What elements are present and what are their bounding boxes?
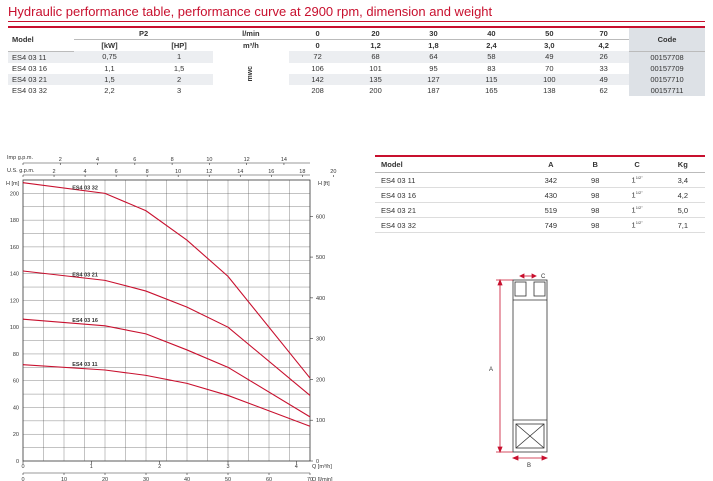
top-axis-us-tick-label: 12 xyxy=(206,169,213,175)
bottom-axis-m3h-tick-label: 4 xyxy=(294,464,298,470)
dim-cell-c xyxy=(614,188,661,203)
dim-c-fraction: 1/2" xyxy=(635,175,643,181)
top-axis-us-tick-label: 4 xyxy=(83,169,87,175)
dim-cell-a: 342 xyxy=(525,173,577,188)
dim-cell-kg: 5,0 xyxy=(661,203,705,218)
perf-header-p2: P2 xyxy=(74,27,213,40)
dim-cell-b: 98 xyxy=(577,203,614,218)
performance-table xyxy=(8,26,705,96)
perf-cell-head: 83 xyxy=(487,63,496,73)
bottom-axis-lmin-tick-label: 50 xyxy=(224,477,232,481)
curve-label: ES4 03 32 xyxy=(72,185,98,192)
perf-cell-head: 208 xyxy=(311,85,324,95)
perf-cell-head: 106 xyxy=(311,63,324,73)
dim-cell-b: 98 xyxy=(577,173,614,188)
perf-header-flow-m3h: 1,2 xyxy=(370,41,381,50)
right-tick-label: 400 xyxy=(316,295,326,302)
perf-header-m3h: m³/h xyxy=(242,41,259,50)
top-axis-us-tick-label: 16 xyxy=(268,169,275,175)
perf-cell-model: ES4 03 16 xyxy=(12,63,48,73)
perf-cell-code: 00157708 xyxy=(629,51,705,63)
perf-cell-head: 187 xyxy=(427,85,440,95)
left-tick-label: 140 xyxy=(9,271,19,278)
perf-cell-kw: 0,75 xyxy=(74,51,145,63)
right-tick-label: 0 xyxy=(316,459,320,465)
top-axis-imp-tick-label: 2 xyxy=(58,157,62,163)
dim-cell-a: 430 xyxy=(525,188,577,203)
bottom-axis-lmin-tick-label: 0 xyxy=(21,477,25,481)
dimension-lines xyxy=(496,274,547,460)
top-axis-imp-label: Imp g.p.m. xyxy=(7,155,33,161)
bottom-axis-m3h-tick-label: 1 xyxy=(89,464,93,470)
perf-header-flow-lmin: 70 xyxy=(578,27,629,40)
dim-header-c: C xyxy=(614,156,661,173)
dim-c-fraction: 1/2" xyxy=(635,205,643,211)
left-tick-label: 200 xyxy=(9,191,19,198)
perf-cell-head: 135 xyxy=(347,74,405,85)
top-axis-us-tick-label: 8 xyxy=(145,169,149,175)
perf-header-flow-m3h: 1,8 xyxy=(428,41,439,50)
dim-header-a: A xyxy=(525,156,577,173)
dim-cell-model: ES4 03 11 xyxy=(375,173,525,188)
chart-grid xyxy=(23,180,310,461)
perf-cell-model: ES4 03 32 xyxy=(12,85,48,95)
perf-cell-head: 49 xyxy=(520,51,578,63)
perf-cell-head: 68 xyxy=(347,51,405,63)
left-tick-label: 20 xyxy=(12,432,19,439)
perf-cell-head: 72 xyxy=(289,51,347,63)
perf-header-hp: [HP] xyxy=(171,41,187,50)
curve-label: ES4 03 11 xyxy=(72,362,98,369)
bottom-axis-m3h-tick-label: 3 xyxy=(226,464,230,470)
dim-header-kg: Kg xyxy=(661,156,705,173)
top-axis-imp-tick-label: 10 xyxy=(206,157,213,163)
top-axis-imp-tick-label: 4 xyxy=(96,157,100,163)
dimension-table xyxy=(375,155,705,233)
dim-c-value: 1 xyxy=(631,190,636,200)
bottom-axis-lmin-tick-label: 40 xyxy=(183,477,191,481)
left-tick-label: 40 xyxy=(12,405,19,412)
table-row xyxy=(375,203,705,218)
dim-cell-model: ES4 03 32 xyxy=(375,218,525,233)
top-axis-us-tick-label: 6 xyxy=(114,169,118,175)
dim-c-value: 1 xyxy=(631,220,636,230)
perf-header-flow-lmin: 0 xyxy=(289,27,347,40)
left-tick-label: 100 xyxy=(9,325,19,332)
right-tick-label: 300 xyxy=(316,336,326,343)
perf-cell-head: 58 xyxy=(462,51,520,63)
perf-cell-head: 33 xyxy=(599,63,608,73)
perf-header-model: Model xyxy=(8,27,74,51)
perf-cell-model: ES4 03 21 xyxy=(8,74,74,85)
perf-cell-head: 142 xyxy=(289,74,347,85)
pump-outline xyxy=(513,280,547,452)
bottom-axis-lmin-tick-label: 10 xyxy=(60,477,68,481)
table-row xyxy=(375,173,705,188)
perf-cell-hp: 2 xyxy=(145,74,213,85)
left-tick-label: 60 xyxy=(12,378,19,385)
perf-header-flow-m3h: 3,0 xyxy=(544,41,555,50)
perf-cell-head: 62 xyxy=(599,85,608,95)
title-rule xyxy=(8,21,705,22)
curve-label: ES4 03 21 xyxy=(72,272,98,279)
pump-dimension-drawing xyxy=(480,268,560,468)
perf-cell-head: 95 xyxy=(429,63,438,73)
dim-cell-kg: 4,2 xyxy=(661,188,705,203)
perf-header-flow-m3h: 0 xyxy=(315,41,320,50)
bottom-axis-lmin-tick-label: 70 xyxy=(306,477,314,481)
perf-header-flow-lmin: 20 xyxy=(347,27,405,40)
perf-cell-head: 100 xyxy=(520,74,578,85)
top-axis-us-tick-label: 20 xyxy=(330,169,337,175)
perf-header-flow-m3h: 4,2 xyxy=(598,41,609,50)
perf-cell-head: 165 xyxy=(485,85,498,95)
table-row xyxy=(8,63,705,74)
perf-header-lmin: l/min xyxy=(213,27,288,40)
chart-axes xyxy=(10,157,337,481)
perf-cell-kw: 2,2 xyxy=(104,85,115,95)
dim-cell-model: ES4 03 21 xyxy=(375,203,525,218)
dim-cell-kg: 7,1 xyxy=(661,218,705,233)
top-axis-us-tick-label: 14 xyxy=(237,169,244,175)
left-tick-label: 120 xyxy=(9,298,19,305)
perf-cell-kw: 1,5 xyxy=(74,74,145,85)
table-row xyxy=(375,218,705,233)
top-axis-us-label: U.S. g.p.m. xyxy=(7,168,35,174)
left-tick-label: 0 xyxy=(15,459,19,465)
bottom-axis-m3h-label: Q [m³/h] xyxy=(312,464,332,470)
dimension-label-c: C xyxy=(541,274,546,280)
perf-header-code: Code xyxy=(629,27,705,51)
right-tick-label: 100 xyxy=(316,418,326,425)
dim-c-value: 1 xyxy=(631,175,636,185)
right-tick-label: 500 xyxy=(316,255,326,262)
perf-cell-code: 00157710 xyxy=(629,74,705,85)
top-axis-imp-tick-label: 8 xyxy=(170,157,174,163)
perf-cell-head: 127 xyxy=(405,74,463,85)
dimension-label-a: A xyxy=(489,367,494,373)
top-axis-us-tick-label: 10 xyxy=(175,169,182,175)
dim-cell-a: 749 xyxy=(525,218,577,233)
perf-header-flow-lmin: 30 xyxy=(405,27,463,40)
table-row xyxy=(375,188,705,203)
page-title: Hydraulic performance table, performance curve at 2900 rpm, dimension and weight xyxy=(8,4,493,19)
dim-cell-b: 98 xyxy=(577,188,614,203)
dim-cell-kg: 3,4 xyxy=(661,173,705,188)
dim-cell-c xyxy=(614,218,661,233)
perf-header-kw: [kW] xyxy=(101,41,118,50)
dim-cell-b: 98 xyxy=(577,218,614,233)
dim-cell-a: 519 xyxy=(525,203,577,218)
top-axis-imp-tick-label: 14 xyxy=(280,157,288,163)
performance-curve-chart xyxy=(0,148,370,481)
dim-c-fraction: 1/2" xyxy=(635,220,643,226)
perf-cell-kw: 1,1 xyxy=(104,63,115,73)
table-row xyxy=(8,74,705,85)
dim-c-value: 1 xyxy=(631,205,636,215)
perf-cell-code: 00157709 xyxy=(629,63,705,74)
left-tick-label: 180 xyxy=(9,218,19,225)
bottom-axis-lmin-label: Q [l/min] xyxy=(312,477,333,481)
dim-header-model: Model xyxy=(375,156,525,173)
dim-header-b: B xyxy=(577,156,614,173)
perf-cell-head: 138 xyxy=(543,85,556,95)
table-row xyxy=(8,85,705,96)
bottom-axis-lmin-tick-label: 60 xyxy=(265,477,273,481)
perf-cell-head: 101 xyxy=(369,63,382,73)
perf-cell-head: 26 xyxy=(578,51,629,63)
right-tick-label: 600 xyxy=(316,214,326,221)
perf-header-flow-m3h: 2,4 xyxy=(486,41,497,50)
perf-header-flow-lmin: 50 xyxy=(520,27,578,40)
top-axis-us-tick-label: 18 xyxy=(299,169,306,175)
left-tick-label: 160 xyxy=(9,244,19,251)
perf-header-flow-lmin: 40 xyxy=(462,27,520,40)
perf-cell-head: 200 xyxy=(369,85,382,95)
perf-cell-model: ES4 03 11 xyxy=(8,51,74,63)
left-axis-label: H [m] xyxy=(6,181,20,187)
perf-cell-head: 64 xyxy=(405,51,463,63)
curve-label: ES4 03 16 xyxy=(72,317,98,324)
bottom-axis-m3h-tick-label: 0 xyxy=(21,464,25,470)
right-axis-label: H [ft] xyxy=(318,181,330,187)
dim-c-fraction: 1/2" xyxy=(635,190,643,196)
bottom-axis-lmin-tick-label: 20 xyxy=(101,477,109,481)
perf-cell-head: 70 xyxy=(545,63,554,73)
table-row xyxy=(8,51,705,63)
perf-cell-head: 49 xyxy=(578,74,629,85)
left-tick-label: 80 xyxy=(12,351,19,358)
right-tick-label: 200 xyxy=(316,377,326,384)
dim-cell-c xyxy=(614,203,661,218)
perf-unit-mwc: mwc xyxy=(213,51,288,96)
bottom-axis-m3h-tick-label: 2 xyxy=(158,464,162,470)
perf-cell-hp: 1,5 xyxy=(173,63,185,73)
top-axis-us-tick-label: 2 xyxy=(52,169,56,175)
dim-cell-model: ES4 03 16 xyxy=(375,188,525,203)
perf-cell-hp: 3 xyxy=(177,85,182,95)
top-axis-imp-tick-label: 6 xyxy=(133,157,137,163)
perf-cell-head: 115 xyxy=(462,74,520,85)
top-axis-imp-tick-label: 12 xyxy=(243,157,250,163)
bottom-axis-lmin-tick-label: 30 xyxy=(142,477,150,481)
dim-cell-c xyxy=(614,173,661,188)
perf-cell-code: 00157711 xyxy=(629,85,705,96)
dimension-label-b: B xyxy=(527,463,532,468)
perf-cell-hp: 1 xyxy=(145,51,213,63)
